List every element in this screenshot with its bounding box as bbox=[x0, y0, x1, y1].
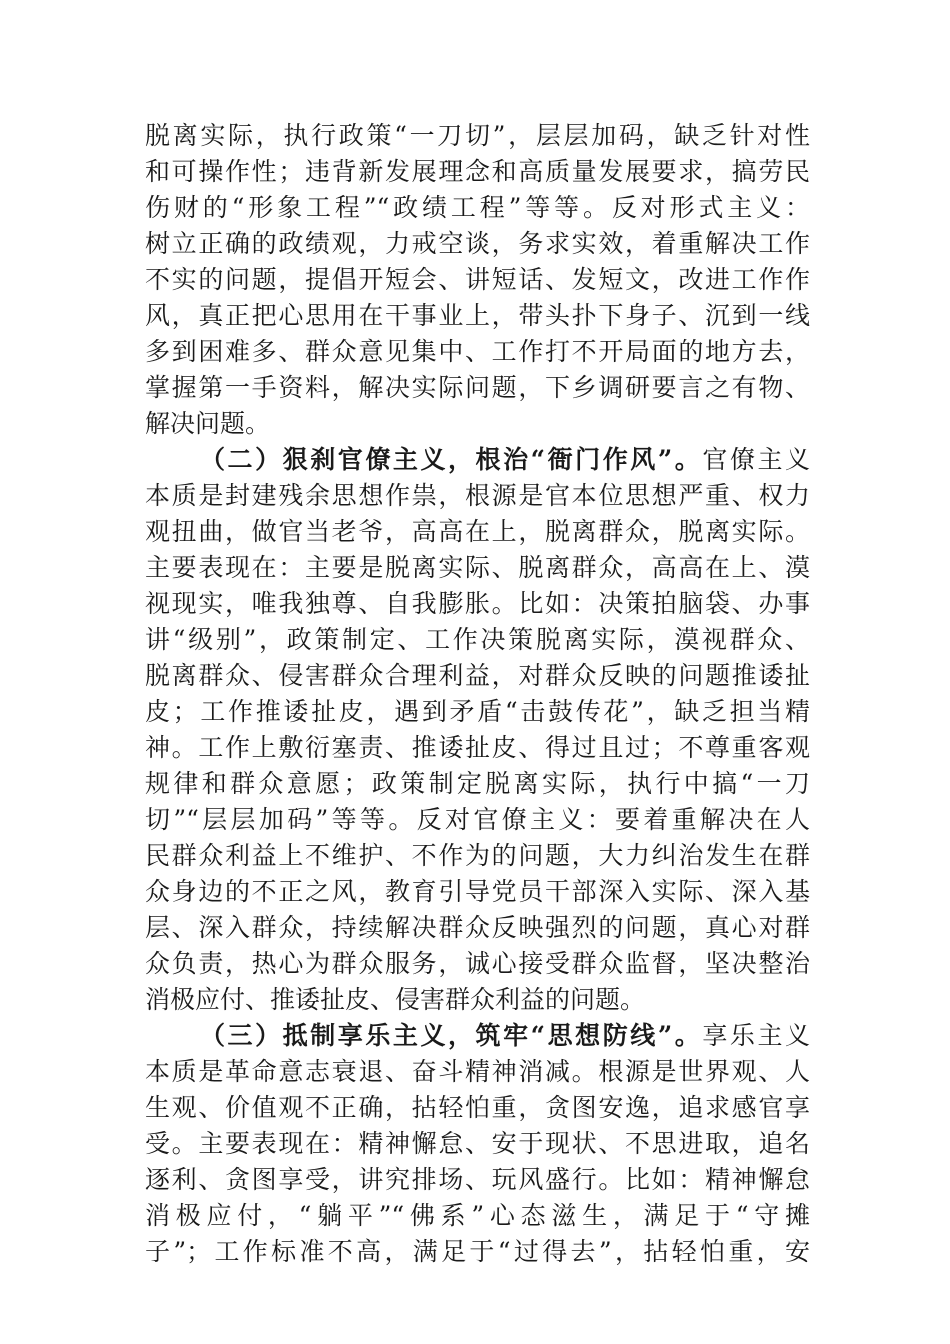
text-line: 逐利、贪图享受，讲究排场、玩风盛行。比如：精神懈怠 bbox=[145, 1165, 810, 1194]
text-line: 脱离群众、侵害群众合理利益，对群众反映的问题推诿扯 bbox=[145, 661, 810, 690]
text-line: 掌握第一手资料，解决实际问题，下乡调研要言之有物、 bbox=[145, 373, 810, 402]
text-line: 切”“层层加码”等等。反对官僚主义：要着重解决在人 bbox=[145, 805, 810, 834]
text-line: 皮；工作推诿扯皮，遇到矛盾“击鼓传花”，缺乏担当精 bbox=[145, 697, 810, 726]
text-line: 树立正确的政绩观，力戒空谈，务求实效，着重解决工作 bbox=[145, 229, 810, 258]
section-3-first-line bbox=[200, 1016, 810, 1056]
text-line: 子”；工作标准不高，满足于“过得去”，拈轻怕重，安 bbox=[145, 1237, 810, 1266]
text-line: 多到困难多、群众意见集中、工作打不开局面的地方去， bbox=[145, 337, 810, 366]
text-line: 众负责，热心为群众服务，诚心接受群众监督，坚决整治 bbox=[145, 949, 810, 978]
text-line: 和可操作性；违背新发展理念和高质量发展要求，搞劳民 bbox=[145, 157, 810, 186]
text-line: 解决问题。 bbox=[145, 409, 271, 438]
text-line: 消极应付、推诿扯皮、侵害群众利益的问题。 bbox=[145, 985, 646, 1014]
text-line: 伤财的“形象工程”“政绩工程”等等。反对形式主义： bbox=[145, 193, 810, 222]
section-2-heading: （二）狠刹官僚主义，根治“衙门作风”。 bbox=[200, 445, 703, 474]
text-line: 规律和群众意愿；政策制定脱离实际，执行中搞“一刀 bbox=[145, 769, 810, 798]
text-line: 脱离实际，执行政策“一刀切”，层层加码，缺乏针对性 bbox=[145, 121, 810, 150]
text-line: 受。主要表现在：精神懈怠、安于现状、不思进取，追名 bbox=[145, 1129, 810, 1158]
section-3-heading: （三）抵制享乐主义，筑牢“思想防线”。 bbox=[200, 1021, 703, 1050]
text-line: 本质是封建残余思想作祟，根源是官本位思想严重、权力 bbox=[145, 481, 810, 510]
text-line: 众身边的不正之风，教育引导党员干部深入实际、深入基 bbox=[145, 877, 810, 906]
text-line: 讲“级别”，政策制定、工作决策脱离实际，漠视群众、 bbox=[145, 625, 810, 654]
text-line: 民群众利益上不维护、不作为的问题，大力纠治发生在群 bbox=[145, 841, 810, 870]
text-line: 神。工作上敷衍塞责、推诿扯皮、得过且过；不尊重客观 bbox=[145, 733, 810, 762]
section-2-first-line bbox=[200, 440, 810, 480]
text-line: 不实的问题，提倡开短会、讲短话、发短文，改进工作作 bbox=[145, 265, 810, 294]
text-line: 本质是革命意志衰退、奋斗精神消减。根源是世界观、人 bbox=[145, 1057, 810, 1086]
section-3-text: 享乐主义 bbox=[702, 1021, 810, 1050]
text-line: 层、深入群众，持续解决群众反映强烈的问题，真心对群 bbox=[145, 913, 810, 942]
text-line: 主要表现在：主要是脱离实际、脱离群众，高高在上、漠 bbox=[145, 553, 810, 582]
text-line: 风，真正把心思用在干事业上，带头扑下身子、沉到一线 bbox=[145, 301, 810, 330]
text-line: 视现实，唯我独尊、自我膨胀。比如：决策拍脑袋、办事 bbox=[145, 589, 810, 618]
text-line: 消极应付，“躺平”“佛系”心态滋生，满足于“守摊 bbox=[145, 1201, 810, 1230]
text-line: 观扭曲，做官当老爷，高高在上，脱离群众，脱离实际。 bbox=[145, 517, 810, 546]
text-line: 生观、价值观不正确，拈轻怕重，贪图安逸，追求感官享 bbox=[145, 1093, 810, 1122]
section-2-text: 官僚主义 bbox=[702, 445, 810, 474]
